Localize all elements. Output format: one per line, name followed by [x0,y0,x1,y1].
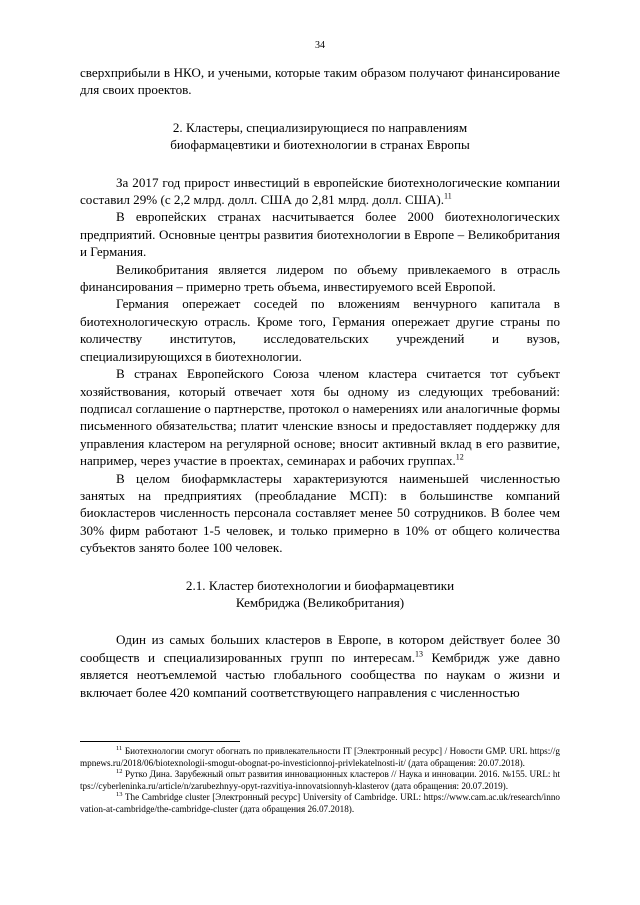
footnote-ref-11[interactable]: 11 [444,191,452,201]
footnote-11: $^{11}$ Биотехнологии смогут обогнать по привлекательности IT [Электронный ресурс] / Новости GMP. URL https://gmpnews.ru/2018/06/biotexnologii-smogut-obognat-po-investicionnoj-privlekatelnosti-it/ (дата обращения: 20.07.2018). [80,744,560,768]
section-2-1-heading: 2.1. Кластер биотехнологии и биофармацевтики Кембриджа (Великобритания) [185,577,455,610]
footnote-13: $^{13}$ The Cambridge cluster [Электронный ресурс] University of Cambridge. URL: https://www.cam.ac.uk/research/innovation-at-cambridge/the-cambridge-cluster (дата обращения 26.07.2018). [80,791,561,814]
intro-continuation: сверхприбыли в НКО, и учеными, которые таким образом получают финансирование для своих проектов. [80,65,560,98]
paragraph-germany: Германия опережает соседей по вложениям венчурного капитала в биотехнологическую отрасль. Кроме того, Германия опережает другие страны по количеству институтов, исследовательских учреждений и вузов, специализирующихся в биотехнологии. [80,296,560,364]
paragraph-investment: За 2017 год прирост инвестиций в европейские биотехнологические компании составил 29% (с 2,2 млрд. долл. США до 2,81 млрд. долл. США).$^{11}$ [80,174,560,208]
paragraph-eu-members: В странах Европейского Союза членом кластера считается тот субъект хозяйствования, который отвечает хотя бы одному из следующих требований: подписал соглашение о партнерстве, протокол о намерениях или аналогичные формы письменного обязательства; платит членские взносы и предоставляет поддержку для управления кластером на регулярной основе; вносит активный вклад в его развитие, например, через участие в проектах, семинарах и рабочих группах.$^{12}$ [80,366,560,469]
footnote-ref-12[interactable]: 12 [455,452,464,462]
paragraph-uk: Великобритания является лидером по объему привлекаемого в отрасль финансирования – примерно треть объема, инвестируемого всей Европой. [80,261,560,295]
paragraph-cambridge: Один из самых больших кластеров в Европе, в котором действует более 30 сообществ и специализированных групп по интересам.$^{13}$ Кембридж уже давно является неотъемлемой частью глобального сообщества по наукам о жизни и включает более 420 компаний соответствующего направления с численностью [80,632,560,700]
footnote-12: $^{12}$ Рутко Дина. Зарубежный опыт развития инновационных кластеров // Наука и инновации. 2016. №155. URL: https://cyberleninka.ru/article/n/zarubezhnyy-opyt-razvitiya-innovatsionnyh-klasterov (дата обращения: 20.07.2019). [80,768,560,791]
section-2-heading: 2. Кластеры, специализирующиеся по направлениям биофармацевтики и биотехнологии в странах Европы [170,119,470,153]
page-body [80,64,560,701]
footnote-divider [80,741,240,742]
page-number: 34 [315,40,325,51]
paragraph-employment: В целом биофармкластеры характеризуются наименьшей численностью занятых на предприятиях (преобладание МСП): в большинстве компаний биокластеров численность персонала составляет менее 50 сотрудников. В более чем 30% фирм работают 1-5 человек, и только примерно в 10% от общего количества субъектов занято более 100 человек. [80,470,560,556]
paragraph-enterprises: В европейских странах насчитывается более 2000 биотехнологических предприятий. Основные центры развития биотехнологии в Европе – Великобритания и Германия. [80,209,560,260]
footnote-ref-13[interactable]: 13 [414,649,423,659]
footnotes [80,741,560,816]
